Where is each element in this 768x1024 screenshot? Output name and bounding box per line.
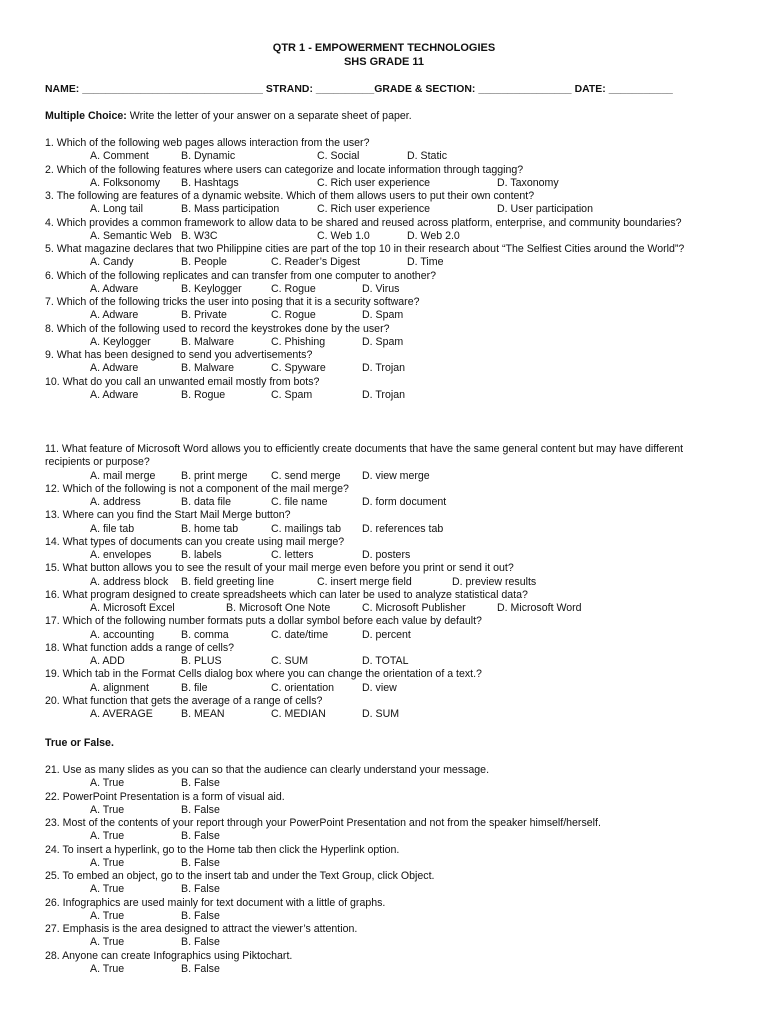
- answer-option: B. False: [181, 936, 220, 949]
- answer-option: B. data file: [181, 496, 232, 508]
- answer-option: B. PLUS: [181, 655, 222, 667]
- answer-option: D. Microsoft Word: [497, 602, 582, 614]
- answer-option: D. TOTAL: [362, 655, 409, 667]
- answer-options: [45, 256, 710, 269]
- answer-option: B. file: [181, 681, 208, 694]
- question-text: 22. PowerPoint Presentation is a form of visual aid.: [45, 790, 285, 803]
- question-item: [45, 137, 710, 164]
- answer-options: [45, 576, 710, 589]
- answer-option: A. True: [90, 803, 125, 816]
- answer-option: C. Reader’s Digest: [271, 256, 361, 269]
- question-item: [45, 270, 710, 297]
- question-text: 16. What program designed to create spreadsheets which can later be used to analyze statistical data?: [45, 588, 528, 601]
- answer-options: [45, 203, 710, 216]
- answer-options: [45, 708, 710, 721]
- answer-options: [45, 309, 710, 322]
- answer-option: A. address block: [90, 575, 169, 588]
- answer-option: B. home tab: [181, 522, 239, 535]
- answer-options: [45, 177, 710, 190]
- answer-option: D. SUM: [362, 708, 400, 720]
- answer-option: A. Folksonomy: [90, 176, 161, 189]
- question-text: 5. What magazine declares that two Philippine cities are part of the top 10 in their research about “The Selfiest Cities around the World”?: [45, 243, 685, 255]
- answer-option: B. False: [181, 962, 220, 975]
- question-text: 15. What button allows you to see the result of your mail merge even before you print or send it out?: [45, 562, 514, 575]
- question-item: [45, 695, 710, 722]
- answer-option: D. Trojan: [362, 388, 405, 401]
- question-text: 17. Which of the following number formats puts a dollar symbol before each value by default?: [45, 615, 482, 628]
- answer-option: D. posters: [362, 549, 411, 561]
- question-text: 28. Anyone can create Infographics using Piktochart.: [45, 949, 293, 962]
- question-text: 12. Which of the following is not a component of the mail merge?: [45, 482, 349, 495]
- question-text: 6. Which of the following replicates and can transfer from one computer to another?: [45, 269, 437, 282]
- answer-option: D. view: [362, 681, 397, 694]
- question-text: 13. Where can you find the Start Mail Merge button?: [45, 509, 291, 522]
- answer-option: A. Adware: [90, 309, 139, 322]
- question-item: [45, 536, 710, 563]
- answer-option: A. Semantic Web: [90, 229, 172, 242]
- answer-option: D. User participation: [497, 203, 593, 216]
- answer-option: D. Time: [407, 256, 444, 269]
- question-text: 18. What function adds a range of cells?: [45, 641, 235, 654]
- answer-option: A. True: [90, 936, 125, 949]
- question-text: 7. Which of the following tricks the user into posing that it is a security software?: [45, 296, 420, 308]
- answer-option: B. False: [181, 830, 220, 843]
- answer-options: [45, 883, 710, 896]
- answer-options: [45, 629, 710, 642]
- answer-option: A. Adware: [90, 282, 139, 295]
- answer-option: A. True: [90, 830, 125, 843]
- answer-option: A. Microsoft Excel: [90, 602, 175, 614]
- question-text: 10. What do you call an unwanted email mostly from bots?: [45, 375, 320, 388]
- answer-option: A. file tab: [90, 522, 135, 535]
- answer-option: D. Spam: [362, 335, 404, 348]
- question-item: [45, 190, 710, 217]
- answer-option: B. False: [181, 883, 220, 896]
- answer-option: D. Spam: [362, 309, 404, 322]
- question-item: [45, 950, 710, 977]
- answer-option: D. Virus: [362, 282, 400, 295]
- answer-option: B. Dynamic: [181, 150, 236, 163]
- question-item: [45, 443, 710, 483]
- answer-options: [45, 283, 710, 296]
- question-item: [45, 615, 710, 642]
- answer-option: A. ADD: [90, 655, 125, 667]
- question-text: 8. Which of the following used to record the keystrokes done by the user?: [45, 322, 390, 335]
- answer-options: [45, 389, 710, 402]
- answer-option: B. comma: [181, 628, 229, 641]
- answer-option: A. True: [90, 856, 125, 869]
- answer-option: B. labels: [181, 549, 222, 561]
- answer-option: C. date/time: [271, 628, 329, 641]
- question-text: 19. Which tab in the Format Cells dialog box where you can change the orientation of a text.?: [45, 668, 482, 681]
- answer-option: A. Long tail: [90, 203, 144, 216]
- answer-option: B. Malware: [181, 362, 234, 375]
- answer-option: D. Trojan: [362, 362, 405, 375]
- answer-option: D. percent: [362, 628, 411, 641]
- answer-option: C. letters: [271, 549, 314, 561]
- answer-option: D. Taxonomy: [497, 176, 559, 189]
- answer-option: C. send merge: [271, 469, 341, 482]
- answer-option: C. insert merge field: [317, 575, 412, 588]
- answer-option: B. MEAN: [181, 708, 225, 720]
- answer-option: C. Spyware: [271, 362, 326, 375]
- answer-option: D. references tab: [362, 522, 444, 535]
- question-text: 26. Infographics are used mainly for text document with a little of graphs.: [45, 896, 386, 909]
- question-text: 20. What function that gets the average of a range of cells?: [45, 694, 323, 707]
- true-false-title: [45, 737, 114, 750]
- answer-option: B. False: [181, 909, 220, 922]
- answer-options: [45, 910, 710, 923]
- question-item: [45, 349, 710, 376]
- question-list-1: [45, 137, 710, 402]
- question-item: [45, 791, 710, 818]
- answer-option: A. Keylogger: [90, 335, 151, 348]
- section-label: True or False.: [45, 737, 114, 749]
- answer-option: C. Rogue: [271, 309, 316, 322]
- question-item: [45, 376, 710, 403]
- answer-option: A. True: [90, 883, 125, 896]
- question-item: [45, 870, 710, 897]
- question-text: 21. Use as many slides as you can so that the audience can clearly understand your message.: [45, 764, 490, 776]
- answer-option: C. orientation: [271, 681, 335, 694]
- question-item: [45, 164, 710, 191]
- question-text: 24. To insert a hyperlink, go to the Home tab then click the Hyperlink option.: [45, 843, 400, 856]
- answer-options: [45, 523, 710, 536]
- answer-option: B. Microsoft One Note: [226, 602, 331, 614]
- answer-option: A. envelopes: [90, 549, 152, 561]
- answer-option: A. AVERAGE: [90, 708, 153, 720]
- question-item: [45, 844, 710, 871]
- answer-option: A. True: [90, 777, 125, 790]
- answer-options: [45, 549, 710, 562]
- page-title: QTR 1 - EMPOWERMENT TECHNOLOGIES: [272, 42, 496, 54]
- answer-option: A. accounting: [90, 628, 155, 641]
- question-text: 23. Most of the contents of your report through your PowerPoint Presentation and not from the speaker himself/herself.: [45, 817, 601, 829]
- answer-options: [45, 682, 710, 695]
- answer-option: C. Web 1.0: [317, 229, 370, 242]
- answer-option: B. Private: [181, 309, 227, 322]
- question-item: [45, 668, 710, 695]
- answer-options: [45, 602, 710, 615]
- answer-options: [45, 830, 710, 843]
- question-list-3: [45, 764, 710, 976]
- answer-option: C. MEDIAN: [271, 708, 326, 720]
- answer-option: C. Spam: [271, 388, 313, 401]
- answer-option: A. Adware: [90, 362, 139, 375]
- question-item: [45, 296, 710, 323]
- answer-option: C. Rich user experience: [317, 203, 431, 216]
- answer-option: D. view merge: [362, 469, 430, 482]
- answer-options: [45, 777, 710, 790]
- answer-option: A. alignment: [90, 681, 149, 694]
- section-instruction: Write the letter of your answer on a separate sheet of paper.: [126, 110, 412, 122]
- answer-option: C. Phishing: [271, 335, 326, 348]
- answer-option: B. Rogue: [181, 388, 226, 401]
- answer-options: [45, 936, 710, 949]
- answer-option: A. Comment: [90, 150, 149, 163]
- question-item: [45, 483, 710, 510]
- answer-options: [45, 655, 710, 668]
- answer-option: D. preview results: [452, 575, 537, 588]
- answer-options: [45, 336, 710, 349]
- question-text: 9. What has been designed to send you advertisements?: [45, 349, 313, 361]
- answer-option: B. People: [181, 256, 227, 269]
- question-list-2: [45, 443, 710, 721]
- answer-option: C. Rogue: [271, 282, 316, 295]
- answer-option: D. Static: [407, 150, 448, 163]
- answer-options: [45, 804, 710, 817]
- question-text: 4. Which provides a common framework to allow data to be shared and reused across platform, enterprise, and community boundaries?: [45, 216, 682, 229]
- question-text: 3. The following are features of a dynamic website. Which of them allows users to put their own content?: [45, 190, 535, 202]
- answer-option: A. address: [90, 496, 141, 508]
- question-text: 14. What types of documents can you create using mail merge?: [45, 535, 345, 548]
- answer-option: D. form document: [362, 496, 447, 508]
- answer-option: B. print merge: [181, 469, 248, 482]
- question-text: 27. Emphasis is the area designed to attract the viewer’s attention.: [45, 923, 358, 935]
- question-item: [45, 589, 710, 616]
- answer-option: C. Microsoft Publisher: [362, 602, 466, 614]
- answer-option: B. Keylogger: [181, 282, 242, 295]
- question-text: 2. Which of the following features where users can categorize and locate information through tagging?: [45, 163, 524, 176]
- answer-option: B. False: [181, 856, 220, 869]
- answer-option: C. mailings tab: [271, 522, 342, 535]
- answer-options: [45, 362, 710, 375]
- question-item: [45, 923, 710, 950]
- answer-option: B. Mass participation: [181, 203, 280, 216]
- answer-option: B. False: [181, 777, 220, 790]
- answer-option: A. mail merge: [90, 469, 156, 482]
- answer-option: D. Web 2.0: [407, 229, 460, 242]
- answer-options: [45, 230, 710, 243]
- answer-option: A. Adware: [90, 388, 139, 401]
- answer-option: A. True: [90, 909, 125, 922]
- answer-option: C. file name: [271, 496, 328, 508]
- answer-option: C. Social: [317, 150, 360, 163]
- answer-options: [45, 496, 710, 509]
- question-item: [45, 764, 710, 791]
- answer-options: [45, 963, 710, 976]
- question-item: [45, 817, 710, 844]
- answer-option: C. Rich user experience: [317, 176, 431, 189]
- question-item: [45, 509, 710, 536]
- question-item: [45, 217, 710, 244]
- answer-option: A. True: [90, 962, 125, 975]
- multiple-choice-instruction: [45, 110, 412, 123]
- answer-option: B. Hashtags: [181, 176, 239, 189]
- question-item: [45, 323, 710, 350]
- answer-option: B. W3C: [181, 229, 218, 242]
- answer-option: B. field greeting line: [181, 575, 275, 588]
- question-text: 11. What feature of Microsoft Word allows you to efficiently create documents that have the same general content but may have different recipients or purpose?: [45, 443, 684, 469]
- answer-option: B. Malware: [181, 335, 234, 348]
- question-item: [45, 642, 710, 669]
- question-item: [45, 243, 710, 270]
- question-item: [45, 897, 710, 924]
- answer-option: B. False: [181, 803, 220, 816]
- question-item: [45, 562, 710, 589]
- answer-options: [45, 150, 710, 163]
- page-subtitle: SHS GRADE 11: [343, 56, 425, 68]
- answer-option: C. SUM: [271, 655, 309, 667]
- answer-options: [45, 470, 710, 483]
- section-label: Multiple Choice:: [45, 110, 127, 122]
- question-text: 1. Which of the following web pages allows interaction from the user?: [45, 137, 370, 149]
- answer-option: A. Candy: [90, 256, 134, 269]
- student-info-line: NAME: _______________________________ STRAND: __________GRADE & SECTION: ________________ DATE: ___________: [45, 84, 673, 95]
- question-text: 25. To embed an object, go to the insert tab and under the Text Group, click Object.: [45, 870, 435, 882]
- answer-options: [45, 857, 710, 870]
